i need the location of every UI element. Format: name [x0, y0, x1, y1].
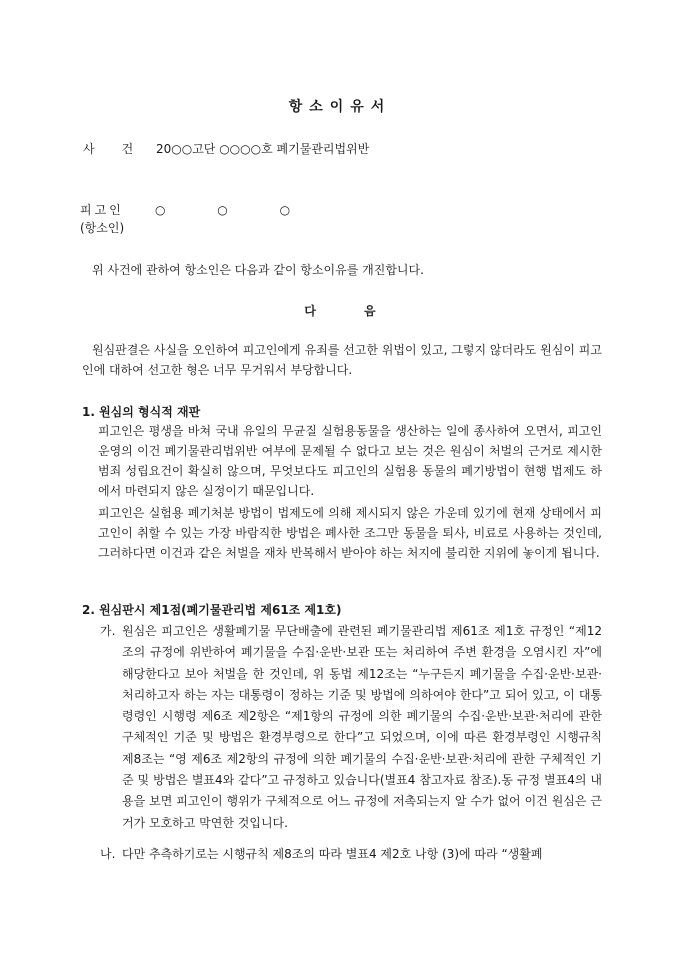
section2-heading: 2. 원심판시 제1점(폐기물관리법 제61조 제1호) — [82, 603, 342, 617]
case-label: 사건 — [83, 142, 161, 156]
defendant-name: ○ ○ ○ — [155, 203, 315, 217]
item-marker: 가. — [100, 624, 116, 638]
subtitle-dagum: 다음 — [304, 304, 424, 318]
item-text: 다만 추측하기로는 시행규칙 제8조의 따라 별표4 제2호 나항 (3)에 따라 “생활폐 — [122, 847, 543, 861]
intro-sentence: 위 사건에 관하여 항소인은 다음과 같이 항소이유를 개진합니다. — [92, 263, 424, 277]
item-text: 원심은 피고인은 생활폐기물 무단배출에 관련된 폐기물관리법 제61조 제1호 규정인 “제12조의 규정에 위반하여 폐기물을 수집·운반·보관 또는 처리하여 주변 환경을 오염시킨 자”에 해당한다고 보아 처벌을 한 것인데, 위 동법 제12조는 “누구든지 폐기물을 수집·운반·보관·처리하고자 하는 자는 대통령이 정하는 기준 및 방법에 의하여야 한다”고 되어 있고, 이 대통령령인 시행령 제6조 제2항은 “제1항의 규정에 의한 폐기물의 수집·운반·보관·처리에 관한 구체적인 기준 및 방법은 환경부령으로 한다”고 되었으며, 이에 따른 환경부령인 시행규칙 제8조는 “영 제6조 제2항의 규정에 의한 폐기물의 수집·운반·보관·처리에 관한 구체적인 기준 및 방법은 별표4와 같다”고 규정하고 있습니다(별표4 참고자료 참조).동 규정 별표4의 내용을 보면 피고인이 행위가 구체적으로 어느 규정에 저촉되는지 알 수가 없어 이건 원심은 근거가 모호하고 막연한 것입니다. — [122, 624, 602, 830]
summary-paragraph: 원심판결은 사실을 오인하여 피고인에게 유죄를 선고한 위법이 있고, 그렇지 않더라도 원심이 피고인에 대하여 선고한 형은 너무 무거워서 부당합니다. — [82, 343, 602, 377]
defendant-label: 피고인 — [80, 203, 124, 217]
document-title: 항소이유서 — [288, 99, 392, 115]
item-marker: 나. — [100, 847, 116, 861]
case-value: 20○○고단 ○○○○호 폐기물관리법위반 — [156, 142, 370, 156]
appellant-label: (항소인) — [80, 221, 125, 235]
section1-paragraph-1: 피고인은 평생을 바쳐 국내 유일의 무균질 실험용동물을 생산하는 일에 종사하여 오면서, 피고인 운영의 이건 폐기물관리법위반 여부에 문제될 수 없다고 보는 것은 원심이 처벌의 근거로 제시한 범죄 성립요건이 확실히 않으며, 무엇보다도 피고인의 실험용 동물의 폐기방법이 현행 법제도 하에서 마련되지 않은 실정이기 때문입니다. — [98, 424, 602, 498]
section1-paragraph-2: 피고인은 실험용 폐기처분 방법이 법제도에 의해 제시되지 않은 가운데 있기에 현재 상태에서 피고인이 취할 수 있는 가장 바람직한 방법은 폐사한 조그만 동물을 퇴사, 비료로 사용하는 것인데, 그러하다면 이건과 같은 처벌을 재차 반복해서 받아야 하는 처지에 불리한 지위에 놓이게 됩니다. — [98, 506, 602, 560]
section1-heading: 1. 원심의 형식적 재판 — [82, 405, 201, 419]
